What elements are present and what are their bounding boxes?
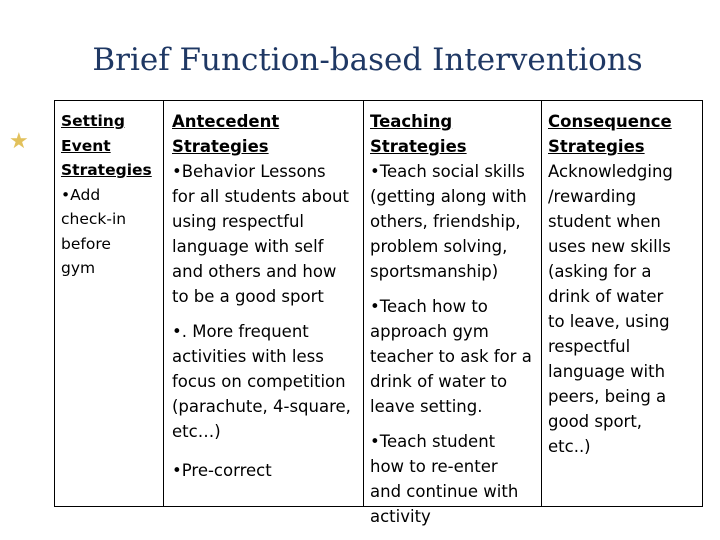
consequence-column [541,101,702,506]
teaching-column [363,101,541,526]
list-item: • Add check-in before gym [61,183,163,281]
consequence-text: Acknowledging /rewarding student when uses new skills (asking for a drink of water to leave, using respectful language with peers, being a good sport, etc..) [548,162,673,456]
list-item: • Teach how to approach gym teacher to ask for a drink of water to leave setting. [370,294,541,419]
list-item: • Teach student how to re-enter and continue with activity [370,429,541,529]
teaching-header: Teaching Strategies [370,112,467,156]
consequence-header: Consequence Strategies [548,112,672,156]
list-item: • Behavior Lessons for all students about using respectful language with self and others and how to be a good sport [172,159,363,309]
list-item: • Pre-correct [172,458,363,483]
star-icon: ★ [9,129,29,154]
list-item: • . More frequent activities with less focus on competition (parachute, 4-square, etc…) [172,319,363,444]
list-item: • Teach social skills (getting along with others, friendship, problem solving, sportsmanship) [370,159,541,284]
strategies-table [54,100,703,526]
slide-title: Brief Function-based Interventions [92,42,643,78]
setting-event-header: Setting Event Strategies [61,112,152,179]
antecedent-column [163,101,363,506]
antecedent-header: Antecedent Strategies [172,112,280,156]
setting-event-column [55,101,163,506]
